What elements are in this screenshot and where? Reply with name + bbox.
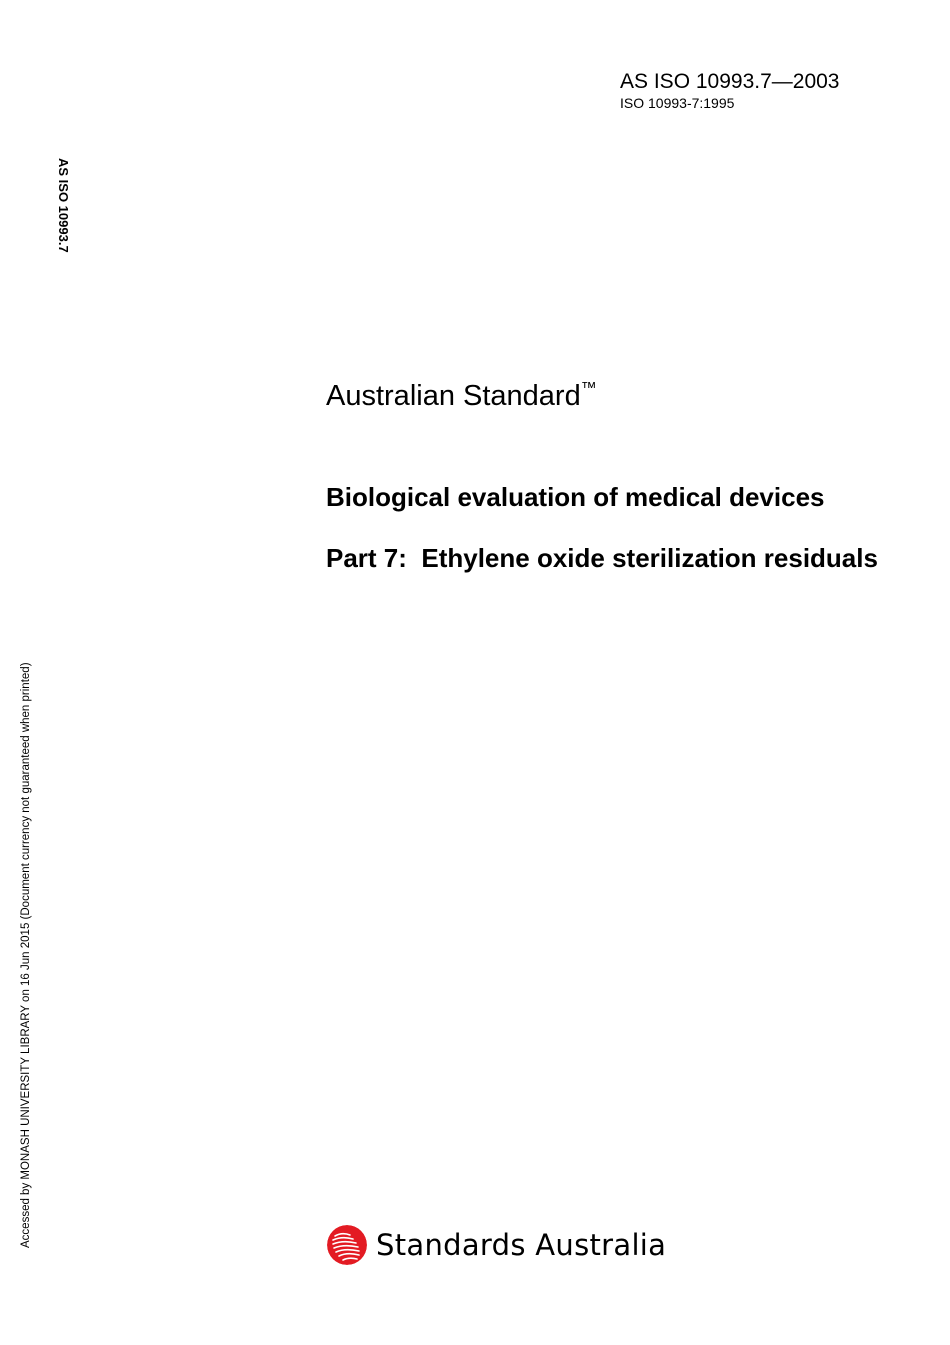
publisher-name: Standards Australia bbox=[376, 1228, 667, 1262]
spine-label: AS ISO 10993.7 bbox=[56, 158, 71, 253]
document-title: Biological evaluation of medical devices bbox=[326, 482, 825, 512]
standard-type bbox=[326, 378, 597, 414]
trademark-symbol: ™ bbox=[580, 380, 597, 397]
standards-australia-logo-icon bbox=[326, 1224, 368, 1266]
part-title: Part 7: Ethylene oxide sterilization residuals bbox=[326, 543, 878, 573]
standard-type-text: Australian Standard bbox=[326, 380, 581, 412]
access-note: Accessed by MONASH UNIVERSITY LIBRARY on 16 Jun 2015 (Document currency not guaranteed when printed) bbox=[20, 662, 32, 1248]
iso-reference-number: ISO 10993-7:1995 bbox=[620, 95, 735, 111]
publisher-block bbox=[326, 1222, 666, 1268]
document-number: AS ISO 10993.7—2003 bbox=[620, 70, 840, 93]
